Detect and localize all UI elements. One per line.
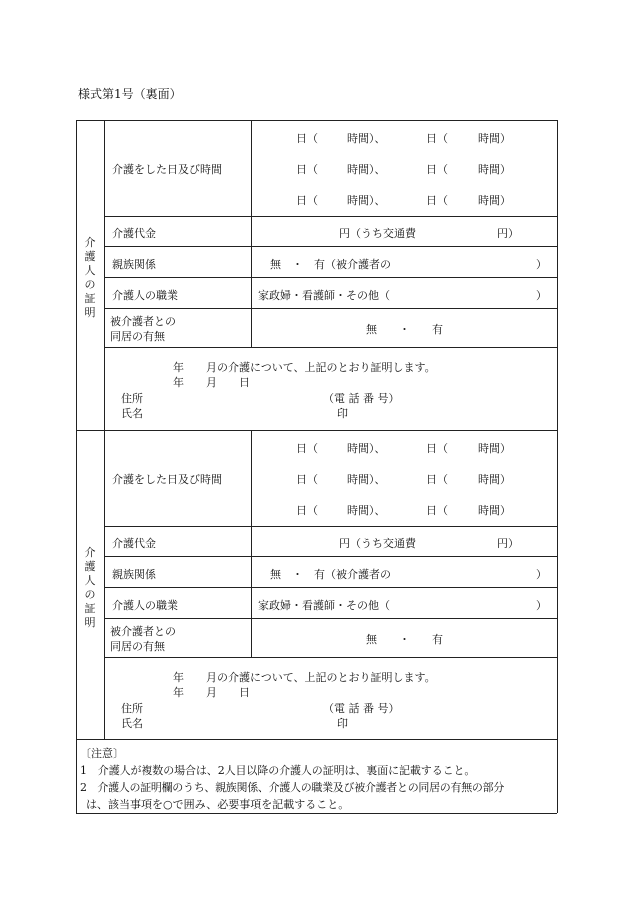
certification-statement: 年 月の介護について、上記のとおり証明します。	[173, 361, 436, 374]
cohabitation-label: 同居の有無	[110, 640, 165, 653]
care-datetime-row[interactable]: 日（ 時間）、 日（ 時間）	[296, 194, 511, 207]
relation-value[interactable]: 無 ・ 有（被介護者の	[270, 258, 391, 271]
care-datetime-row[interactable]: 日（ 時間）、 日（ 時間）	[296, 473, 511, 486]
care-datetime-row[interactable]: 日（ 時間）、 日（ 時間）	[296, 163, 511, 176]
cohabitation-value[interactable]: 無 ・ 有	[366, 323, 443, 336]
care-datetime-label: 介護をした日及び時間	[112, 163, 222, 176]
name-label: 氏名	[121, 407, 143, 420]
note-item-1: 1 介護人が複数の場合は、2人目以降の介護人の証明は、裏面に記載すること。	[80, 764, 476, 777]
fee-value[interactable]: 円（うち交通費	[339, 227, 416, 240]
occupation-value[interactable]: 家政婦・看護師・その他（	[258, 289, 390, 302]
care-datetime-row[interactable]: 日（ 時間）、 日（ 時間）	[296, 132, 511, 145]
cohabitation-label: 被介護者との	[110, 315, 176, 328]
fee-value[interactable]: 円（うち交通費	[339, 537, 416, 550]
note-item-2: 2 介護人の証明欄のうち、親族関係、介護人の職業及び被介護者との同居の有無の部分	[80, 781, 504, 794]
occupation-label: 介護人の職業	[112, 289, 178, 302]
certification-date[interactable]: 年 月 日	[173, 376, 250, 389]
care-datetime-row[interactable]: 日（ 時間）、 日（ 時間）	[296, 504, 511, 517]
notes-heading: 〔注意〕	[80, 747, 124, 760]
relation-label: 親族関係	[112, 258, 156, 271]
fee-label: 介護代金	[112, 537, 156, 550]
relation-label: 親族関係	[112, 568, 156, 581]
occupation-value[interactable]: 家政婦・看護師・その他（	[258, 599, 390, 612]
care-datetime-label: 介護をした日及び時間	[112, 473, 222, 486]
certification-date[interactable]: 年 月 日	[173, 686, 250, 699]
fee-label: 介護代金	[112, 227, 156, 240]
certification-statement: 年 月の介護について、上記のとおり証明します。	[173, 671, 436, 684]
relation-value-end: ）	[536, 568, 547, 581]
seal-label: 印	[337, 717, 348, 730]
relation-value-end: ）	[536, 258, 547, 271]
form-title: 様式第1号（裏面）	[78, 87, 182, 101]
seal-label: 印	[337, 407, 348, 420]
care-datetime-row[interactable]: 日（ 時間）、 日（ 時間）	[296, 442, 511, 455]
phone-label: （電 話 番 号）	[323, 702, 400, 715]
address-label: 住所	[121, 392, 143, 405]
fee-value-end: 円）	[497, 227, 519, 240]
note-item-2-cont: は、該当事項を○で囲み、必要事項を記載すること。	[86, 798, 350, 811]
occupation-value-end: ）	[536, 289, 547, 302]
cohabitation-value[interactable]: 無 ・ 有	[366, 633, 443, 646]
cohabitation-label: 同居の有無	[110, 330, 165, 343]
occupation-label: 介護人の職業	[112, 599, 178, 612]
fee-value-end: 円）	[497, 537, 519, 550]
phone-label: （電 話 番 号）	[323, 392, 400, 405]
cohabitation-label: 被介護者との	[110, 625, 176, 638]
occupation-value-end: ）	[536, 599, 547, 612]
relation-value[interactable]: 無 ・ 有（被介護者の	[270, 568, 391, 581]
address-label: 住所	[121, 702, 143, 715]
name-label: 氏名	[121, 717, 143, 730]
